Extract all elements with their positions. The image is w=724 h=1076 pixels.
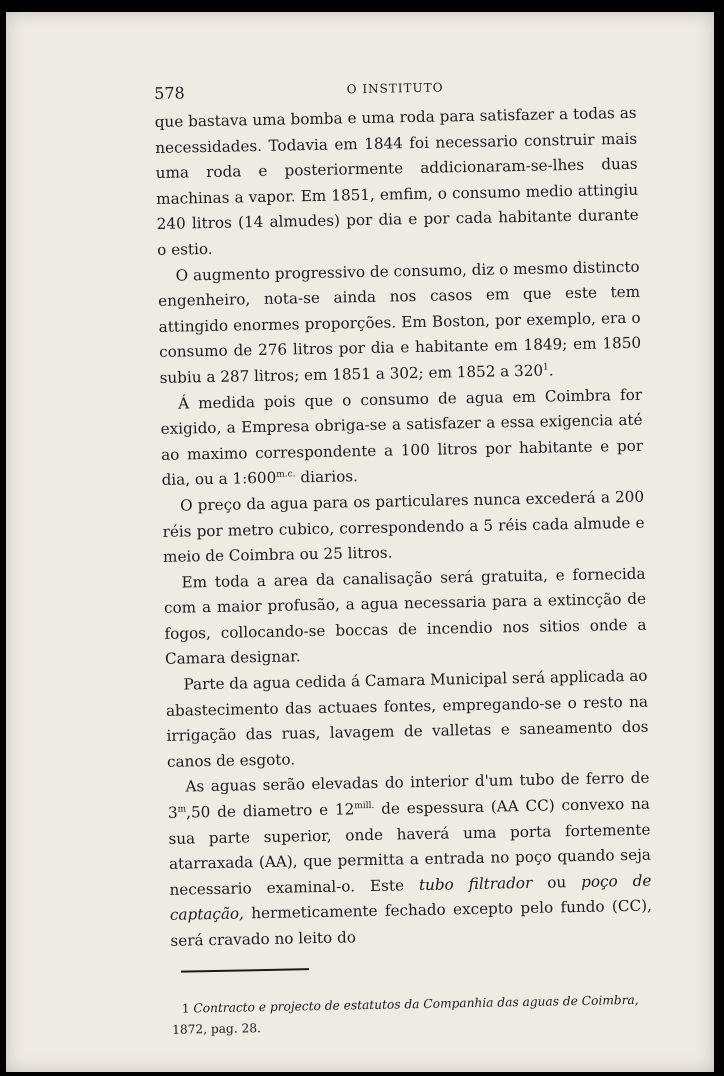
paragraph [165,664,649,776]
scanned-page [6,12,714,1072]
paragraph [163,561,647,673]
paragraph [160,382,644,494]
footnote [172,989,655,1040]
unit-superscript: m [177,804,187,815]
page-content [154,75,654,1041]
paragraph-text: O preço da agua para os particulares nunca excederá a 200 réis por metro cubico, correspondendo a 5 réis cada almude e meio de Coimbra ou 25 litros. [162,487,645,567]
italic-term: poço de captação, [169,871,652,925]
paragraph-text: hermeticamente fechado excepto pelo fundo (CC), será cravado no leito do [170,897,653,950]
page-number: 578 [154,83,185,103]
paragraph [157,254,641,391]
paragraph-text: Parte da agua cedida á Camara Municipal será applicada ao abastecimento das actuaes fontes, empregando-se o resto na irrigação das ruas, lavagem de valletas e saneamento dos canos de esgoto. [165,666,649,771]
footnote-marker: 1 [181,1001,190,1016]
footnote-divider [181,968,309,972]
paragraph-text: Em toda a area da canalisação será gratuita, e fornecida com a maior profusão, a agua necessaria para a extincção de fogos, collocando-se boccas de incendio nos sitios onde a Camara designar. [163,564,647,669]
paragraph-text: ou [532,872,582,892]
paragraph [162,485,645,571]
footnote-citation: 1872, pag. 28. [172,1020,262,1037]
unit-superscript: mill. [354,800,375,812]
paragraph-text: que bastava uma bomba e uma roda para satisfazer a todas as necessidades. Todavia em 1844 foi necessario construir mais uma roda e posteriormente addicionaram-se-lhes duas machinas a vapor. Em 1851, emfim, o consumo medio attingiu 240 litros (14 almudes) por dia e por cada habitante durante o estio. [154,103,639,259]
paragraph-text: Á medida pois que o consumo de agua em Coimbra for exigido, a Empresa obriga-se a satisfazer a essa exigencia até ao maximo correspondente a 100 litros por habitante e por dia, ou a 1:600 [160,385,644,490]
unit-superscript: m.c. [276,469,296,481]
paragraph-text: ,50 de diametro e 12 [186,800,355,822]
paragraph-end: diarios. [295,467,359,487]
paragraph-text: As aguas serão elevadas do interior d'um tubo de ferro de 3 [167,769,650,822]
footnote-title: Contracto e projecto de estatutos da Companhia das aguas de Coimbra, [193,992,639,1016]
italic-term: tubo filtrador [418,873,533,894]
footnote-reference: 1 [542,362,549,373]
paragraph [154,101,639,264]
paragraph-text: O augmento progressivo de consumo, diz o mesmo distincto engenheiro, nota-se ainda nos casos em que este tem attingido enormes proporções. Em Boston, por exemplo, era o consumo de 276 litros por dia e habitante em 1849; em 1850 subiu a 287 litros; em 1851 a 302; em 1852 a 320 [157,257,642,387]
body-text [154,101,652,955]
paragraph [167,766,652,954]
paragraph-text: de espessura (AA CC) convexo na sua parte superior, onde haverá uma porta fortemente atarraxada (AA), que permitta a entrada no poço quando seja necessario examinal-o. Este [168,794,652,899]
paragraph-end: . [548,361,554,380]
running-title: O INSTITUTO [346,80,444,97]
